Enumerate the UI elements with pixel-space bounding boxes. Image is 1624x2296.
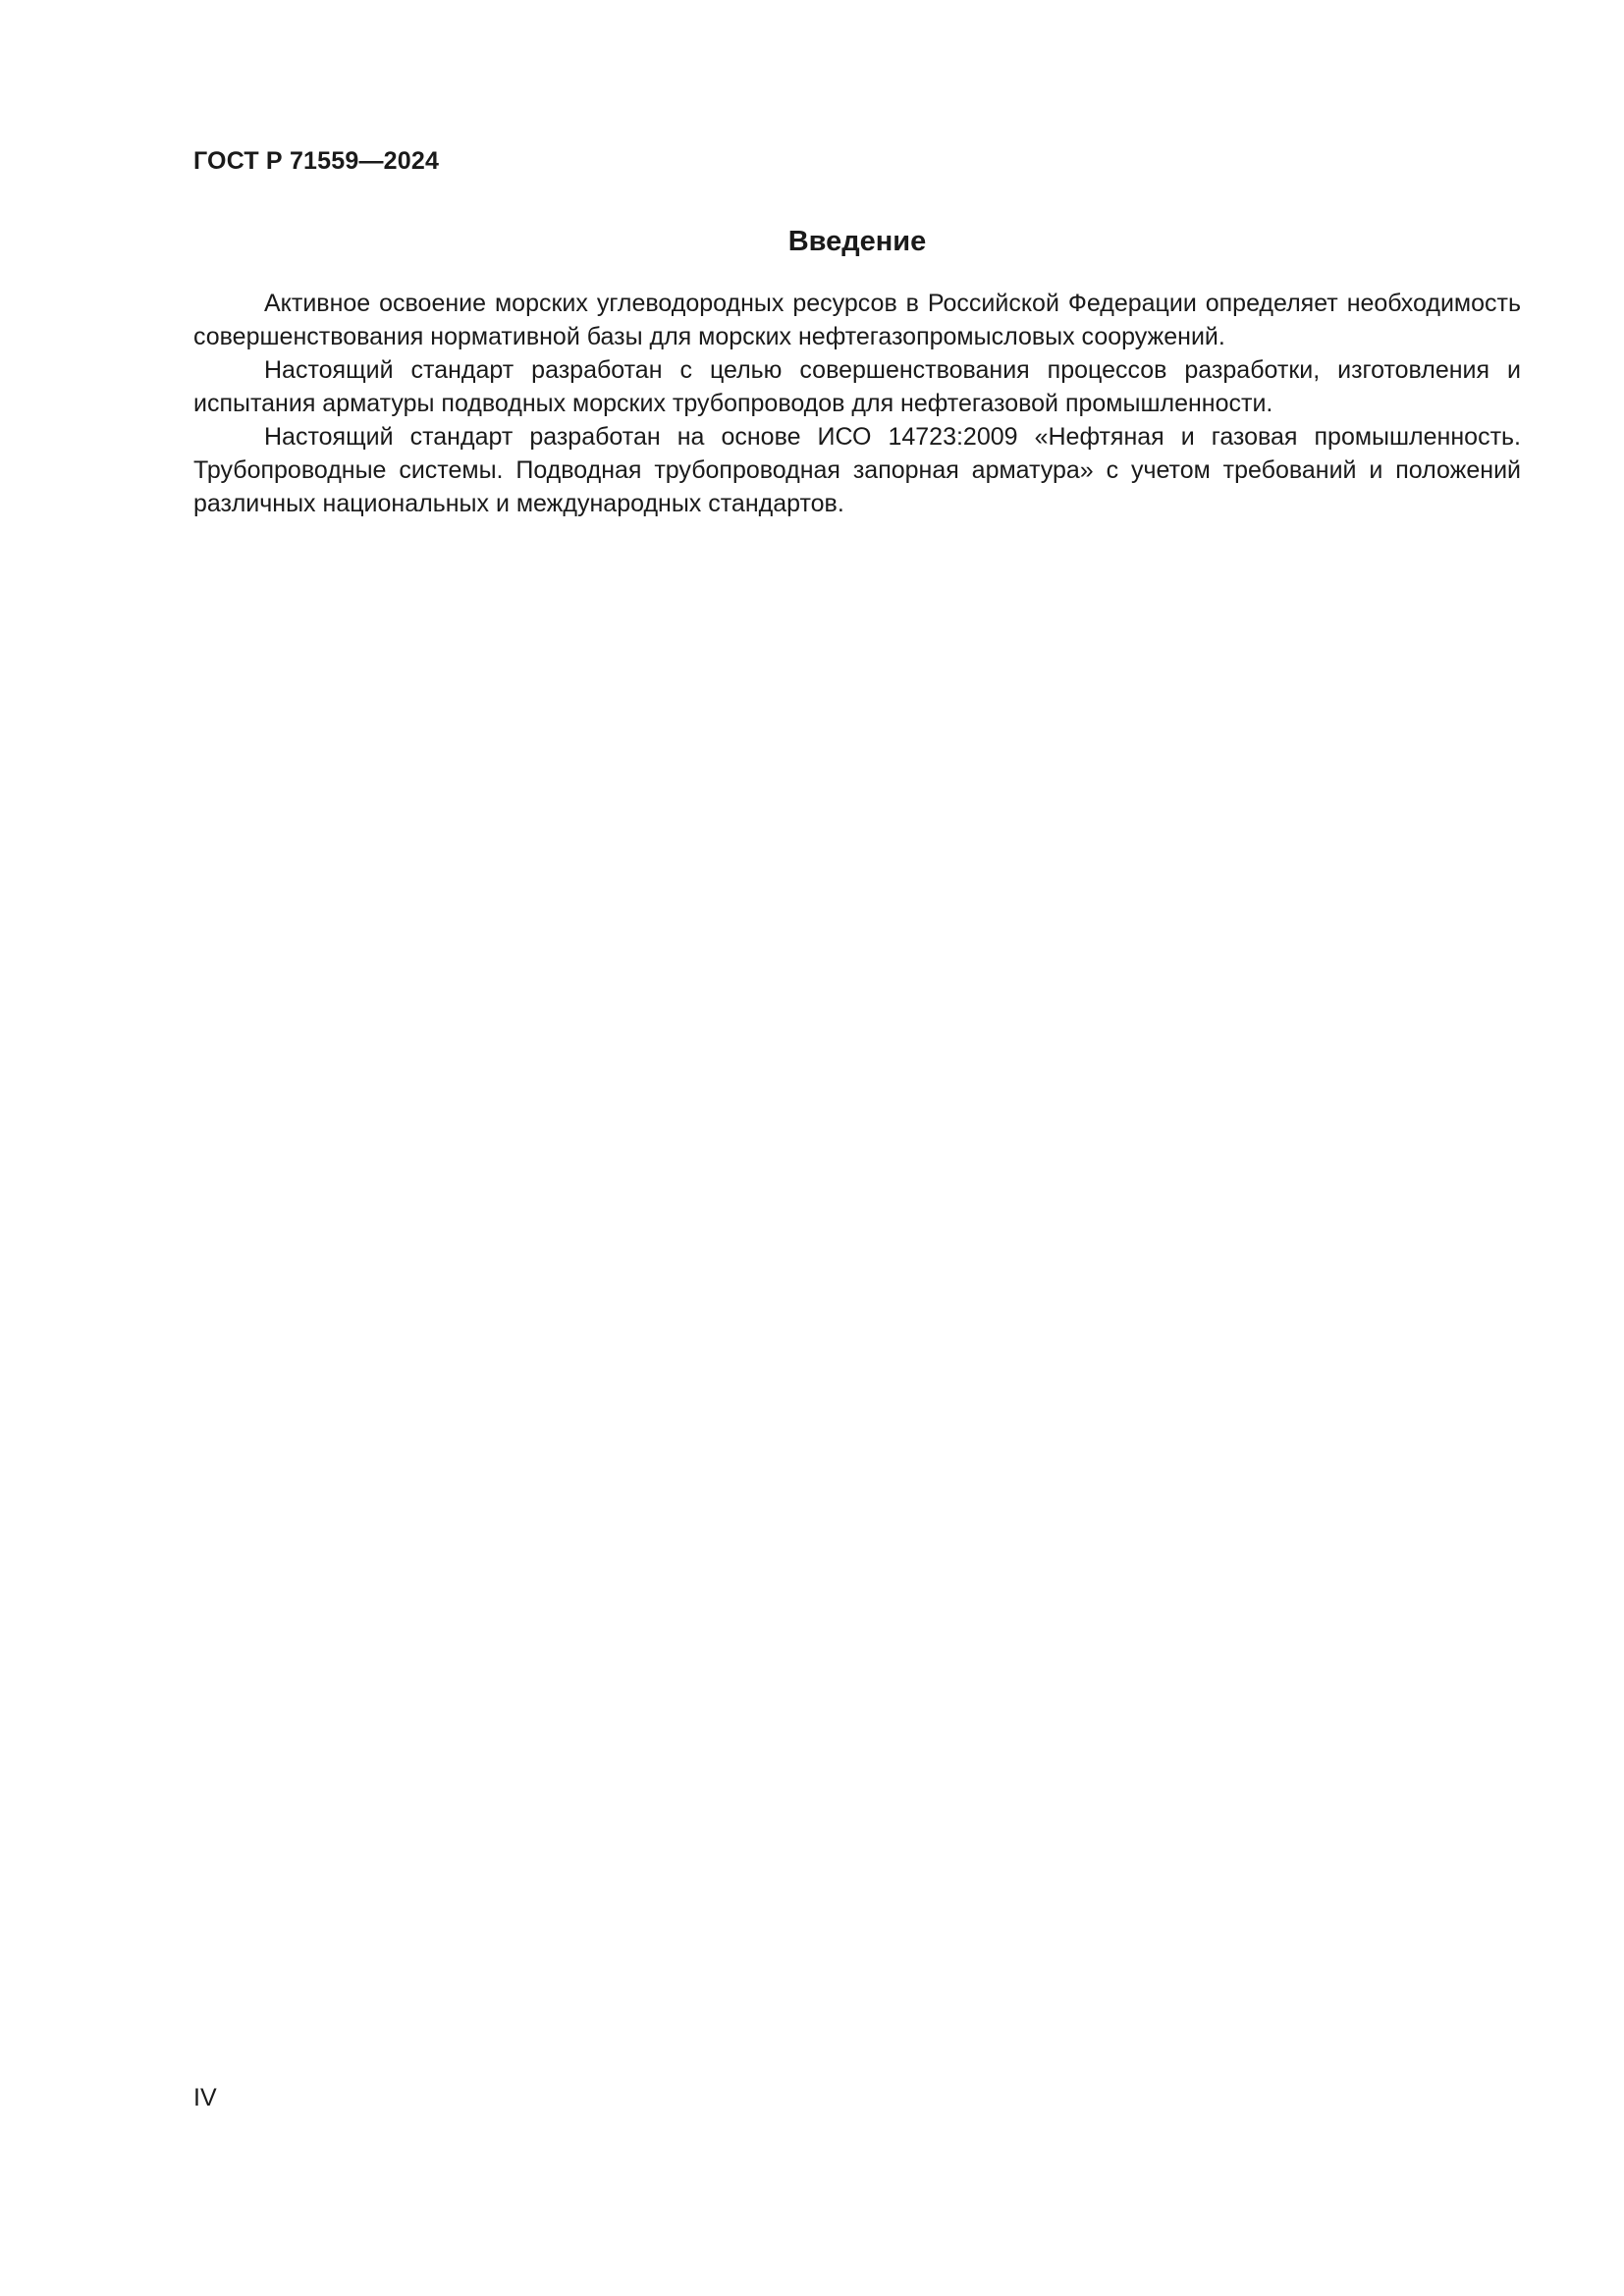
paragraph: Настоящий стандарт разработан на основе ИСО 14723:2009 «Нефтяная и газовая промышленность. Трубопроводные системы. Подводная трубопроводная запорная арматура» с учетом требований и положений различных национальных и международных стандартов. <box>193 423 1521 517</box>
page-number: IV <box>193 2084 217 2111</box>
section-title: Введение <box>787 226 927 257</box>
paragraph: Активное освоение морских углеводородных ресурсов в Российской Федерации определяет необходимость совершенствования нормативной базы для морских нефтегазопромысловых сооружений. <box>193 290 1521 350</box>
document-id: ГОСТ Р 71559—2024 <box>193 147 440 175</box>
introduction-body <box>193 287 1521 520</box>
paragraph: Настоящий стандарт разработан с целью совершенствования процессов разработки, изготовления и испытания арматуры подводных морских трубопроводов для нефтегазовой промышленности. <box>193 356 1521 417</box>
